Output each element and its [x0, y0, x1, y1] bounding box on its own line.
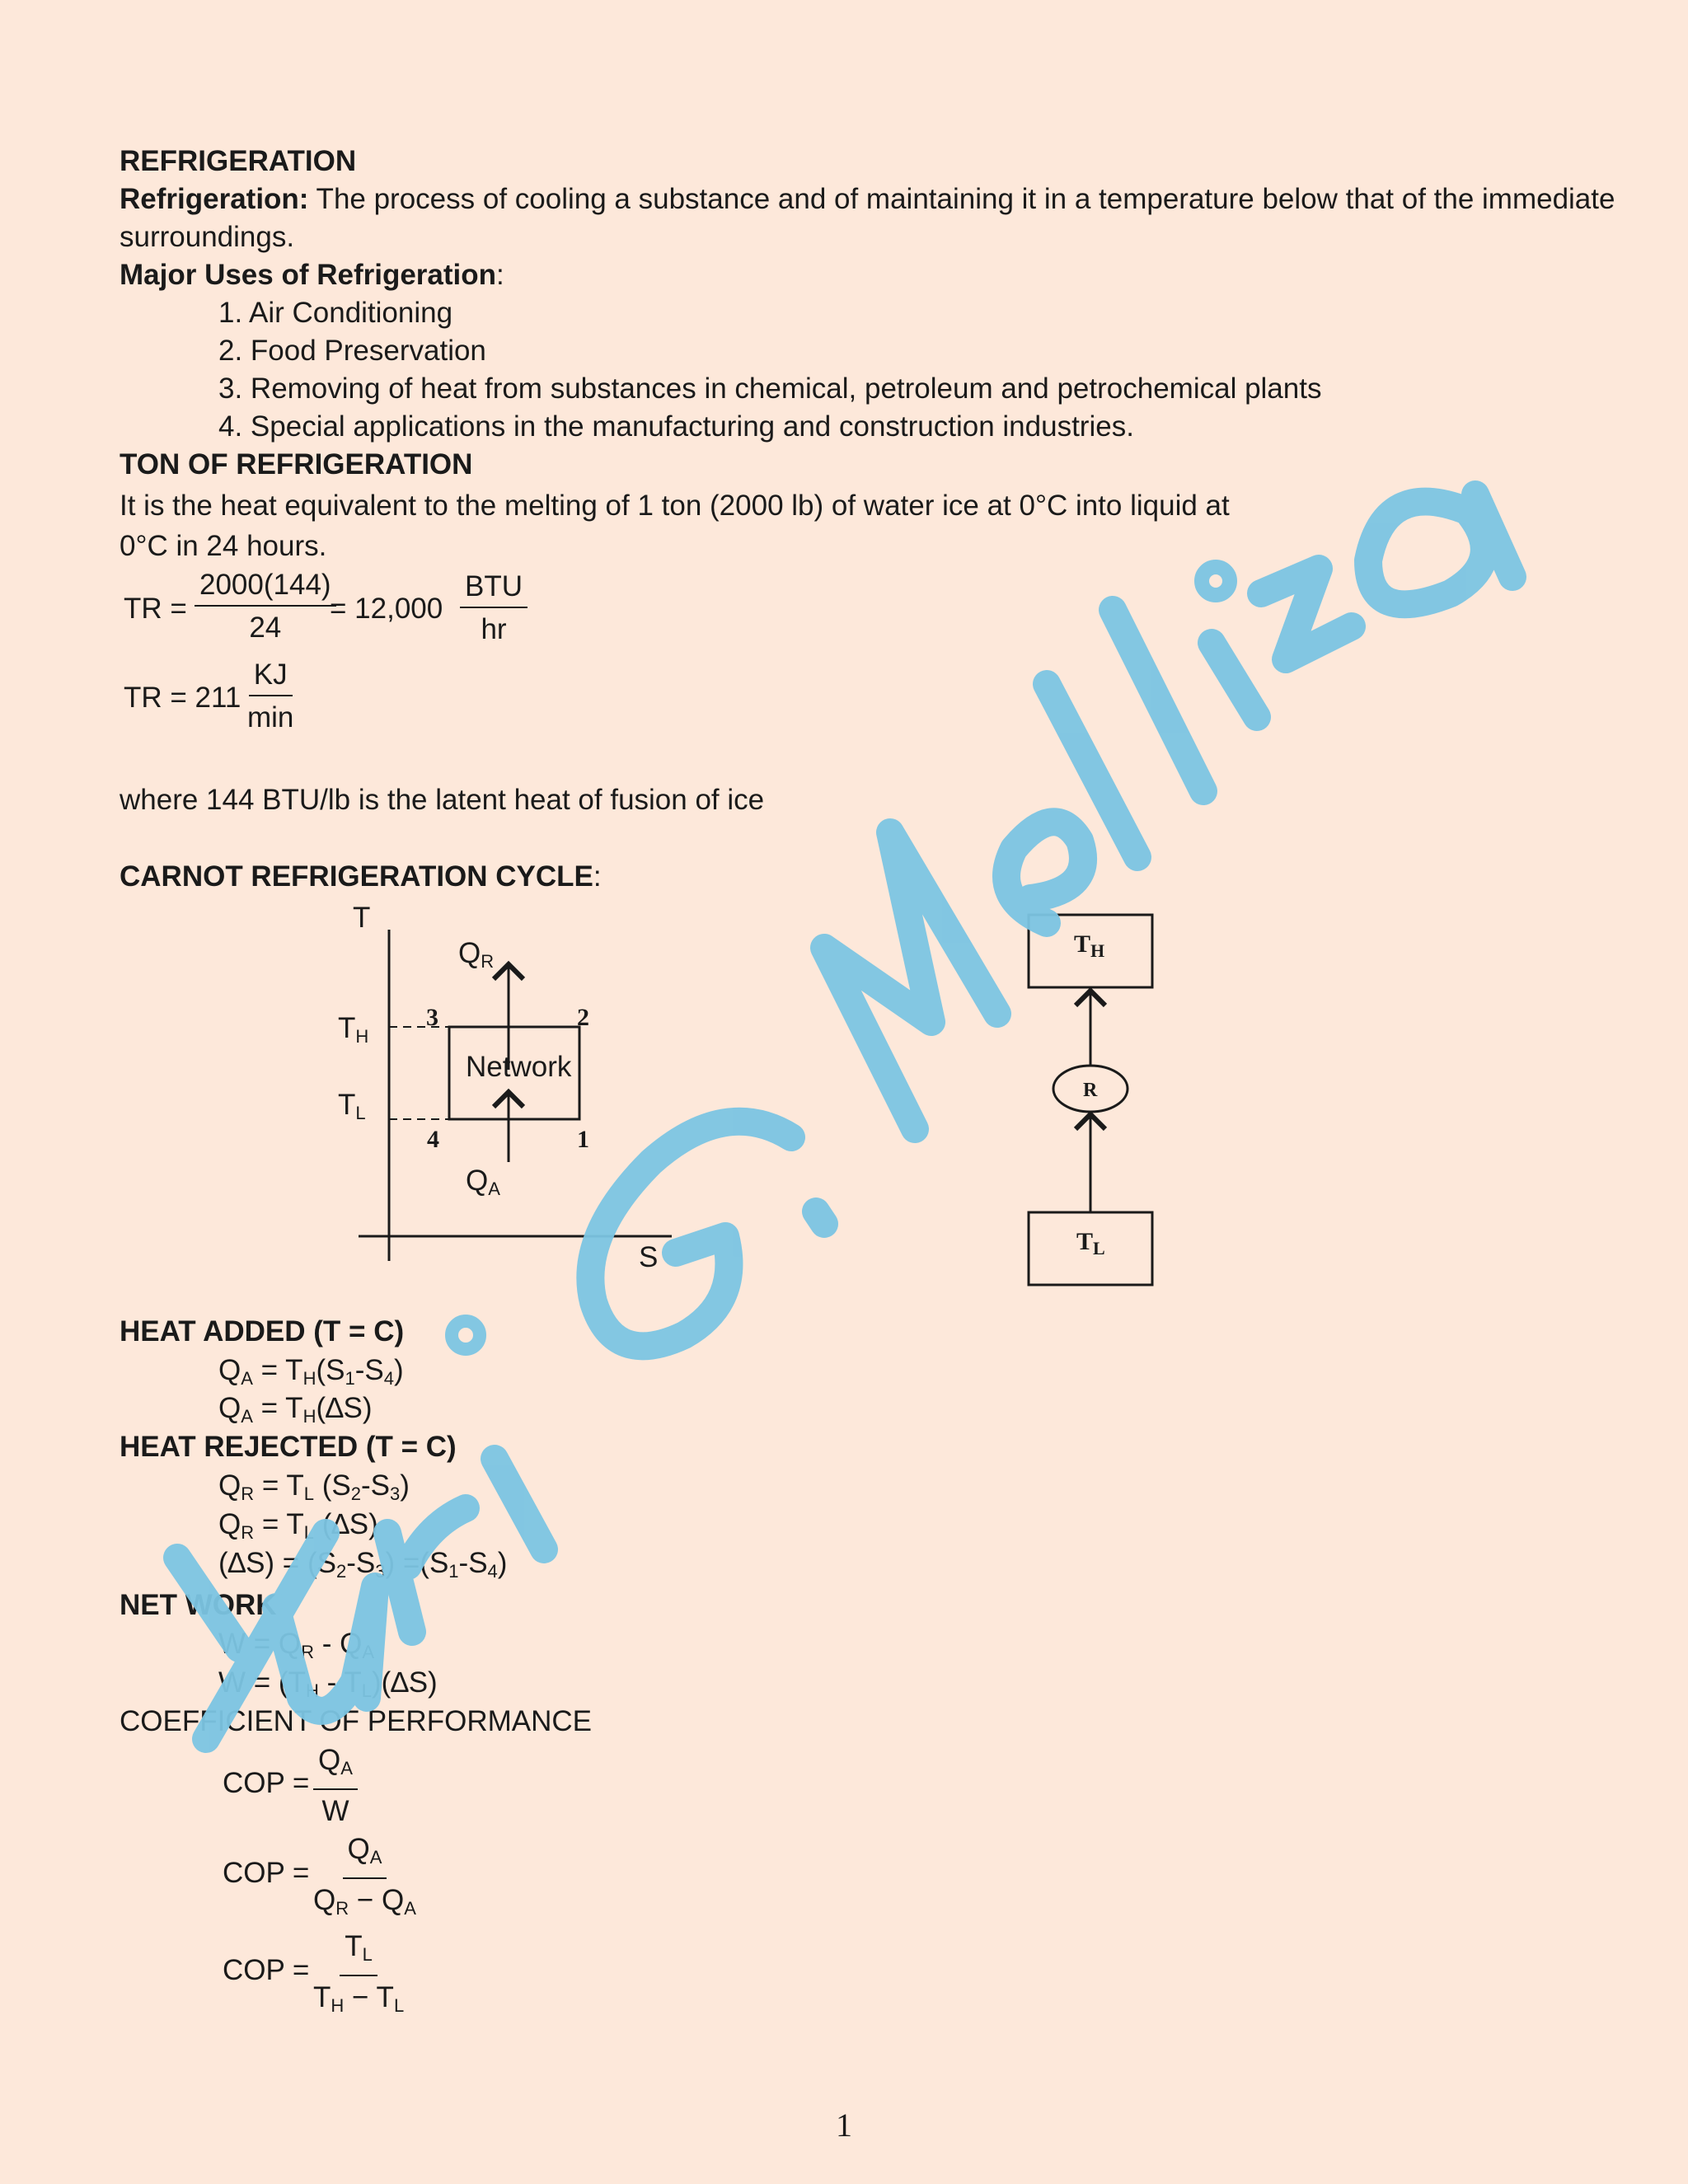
cop-fraction-3 [313, 1929, 404, 2024]
carnot-title: CARNOT REFRIGERATION CYCLE [120, 860, 593, 893]
eq-text: -S [354, 1354, 384, 1386]
qa-subscript: A [488, 1179, 500, 1199]
eq-sub: 2 [335, 1561, 347, 1582]
eq-text: - T [318, 1666, 362, 1699]
eq-text: ) [400, 1469, 410, 1502]
tl-subscript: L [355, 1103, 366, 1123]
eq-text: = T [252, 1354, 303, 1386]
num-subscript: A [369, 1847, 382, 1868]
den-subscript: L [393, 1995, 405, 2016]
eq-sub: H [305, 1680, 319, 1701]
eq-sub: R [301, 1642, 315, 1662]
fraction-numerator [340, 1929, 377, 1976]
eq-sub: A [241, 1406, 253, 1427]
eq-text: (∆S) [314, 1508, 378, 1540]
th-subscript: H [355, 1026, 369, 1047]
eq-sub: 2 [350, 1483, 361, 1504]
fraction-denominator [313, 1976, 404, 2024]
carnot-colon: : [593, 860, 602, 893]
num-subscript: L [362, 1944, 373, 1965]
schematic-tl-letter: T [1076, 1228, 1094, 1255]
eq-sub: L [303, 1483, 315, 1504]
eq-sub: 4 [487, 1561, 498, 1582]
tr-equation-result: = 12,000 [330, 593, 443, 625]
cop-fraction-2 [313, 1831, 416, 1927]
network-label: Network [466, 1051, 572, 1083]
qr-letter: Q [458, 937, 481, 969]
unit-numerator: KJ [249, 657, 293, 696]
eq-sub: 3 [390, 1483, 401, 1504]
cop-fraction-1 [313, 1742, 358, 1830]
eq-text: Q [218, 1354, 241, 1386]
minus-sign: − [349, 1884, 382, 1916]
s-axis-label: S [639, 1241, 659, 1273]
eq-sub: 1 [345, 1368, 355, 1389]
tr-fraction-denominator: 24 [249, 612, 282, 644]
heat-added-title: HEAT ADDED (T = C) [120, 1315, 405, 1347]
definition-text: The process of cooling a substance and of maintaining it in a temperature below that of the immediate [308, 183, 1615, 215]
latent-heat-note: where 144 BTU/lb is the latent heat of fusion of ice [120, 784, 765, 816]
fraction-denominator [313, 1879, 416, 1927]
cop-lhs: COP = [223, 1857, 310, 1889]
qa-letter: Q [466, 1165, 489, 1197]
eq-text: -S [361, 1469, 390, 1502]
schematic-th-subscript: H [1090, 940, 1105, 961]
eq-sub: R [241, 1522, 255, 1543]
qr-subscript: R [481, 951, 495, 972]
den-letter: T [376, 1981, 394, 2013]
eq-text: - Q [314, 1628, 363, 1660]
tl-label [338, 1086, 366, 1132]
corner-2-label: 2 [577, 1004, 589, 1031]
eq-sub: A [362, 1642, 375, 1662]
section-heading: REFRIGERATION [120, 145, 357, 177]
den-letter: Q [382, 1884, 405, 1916]
eq-sub: 1 [448, 1561, 459, 1582]
den-letter: Q [313, 1884, 336, 1916]
eq-text: )(∆S) [371, 1666, 438, 1699]
num-letter: Q [347, 1833, 370, 1865]
den-letter: T [313, 1981, 331, 2013]
eq-text: -S [458, 1547, 488, 1579]
eq-text: (S [314, 1469, 351, 1502]
den-subscript: H [331, 1995, 345, 2016]
uses-title: Major Uses of Refrigeration [120, 259, 497, 291]
schematic-th-letter: T [1074, 930, 1091, 958]
th-label [338, 1010, 368, 1056]
schematic-th-label [1074, 926, 1104, 970]
eq-text: (S [316, 1354, 345, 1386]
qa-label [466, 1162, 500, 1208]
eq-sub: 3 [375, 1561, 386, 1582]
eq-text: W = Q [218, 1628, 302, 1660]
entropy-equality [218, 1544, 507, 1591]
ton-text-continued: 0°C in 24 hours. [120, 530, 327, 562]
schematic-r-label: R [1083, 1080, 1098, 1101]
unit-numerator: BTU [460, 569, 528, 608]
uses-colon: : [496, 259, 504, 291]
tr-fraction-numerator: 2000(144) [195, 567, 336, 607]
eq-text: (∆S) = (S [218, 1547, 336, 1579]
list-item: 2. Food Preservation [218, 335, 486, 367]
corner-1-label: 1 [577, 1126, 589, 1153]
num-letter: T [345, 1930, 363, 1962]
tl-letter: T [338, 1089, 356, 1121]
tr-equation-kj: TR = 211 [124, 682, 241, 714]
eq-text: = T [252, 1392, 303, 1424]
den-subscript: A [404, 1898, 416, 1919]
eq-sub: L [303, 1522, 315, 1543]
fraction-numerator [343, 1831, 387, 1879]
eq-text: = T [254, 1469, 304, 1502]
eq-text: W = (T [218, 1666, 306, 1699]
den-subscript: R [335, 1898, 349, 1919]
num-subscript: A [340, 1758, 353, 1779]
eq-text: ) =(S [385, 1547, 449, 1579]
cop-lhs: COP = [223, 1954, 310, 1986]
cop-title: COEFFICIENT OF PERFORMANCE [120, 1705, 592, 1737]
schematic-tl-subscript: L [1093, 1238, 1105, 1258]
unit-denominator: min [247, 701, 294, 733]
eq-sub: A [241, 1368, 253, 1389]
list-item: 4. Special applications in the manufacturing and construction industries. [218, 410, 1134, 443]
qr-label [458, 935, 494, 981]
eq-text: ) [497, 1547, 508, 1579]
ton-title: TON OF REFRIGERATION [120, 448, 473, 480]
eq-text: ) [393, 1354, 404, 1386]
eq-sub: H [302, 1368, 316, 1389]
ton-text: It is the heat equivalent to the melting of 1 ton (2000 lb) of water ice at 0°C into liquid at [120, 490, 1230, 522]
list-item: 1. Air Conditioning [218, 297, 453, 329]
num-letter: Q [318, 1744, 341, 1776]
net-work-title: NET WORK [120, 1589, 277, 1621]
definition-text-continued: surroundings. [120, 221, 295, 253]
fraction-numerator [313, 1742, 358, 1790]
schematic-tl-label [1076, 1223, 1105, 1268]
th-letter: T [338, 1012, 356, 1044]
eq-sub: L [361, 1680, 372, 1701]
heat-rejected-title: HEAT REJECTED (T = C) [120, 1431, 457, 1463]
page-number: 1 [836, 2107, 852, 2144]
minus-sign: − [344, 1981, 377, 2013]
eq-text: Q [218, 1508, 241, 1540]
unit-denominator: hr [481, 613, 507, 645]
eq-sub: R [241, 1483, 255, 1504]
eq-sub: H [302, 1406, 316, 1427]
tr-equation-lhs: TR = [124, 593, 187, 625]
eq-text: Q [218, 1392, 241, 1424]
t-axis-label: T [353, 902, 371, 934]
eq-text: Q [218, 1469, 241, 1502]
fraction-denominator: W [321, 1795, 349, 1827]
list-item: 3. Removing of heat from substances in chemical, petroleum and petrochemical plants [218, 373, 1322, 405]
corner-3-label: 3 [426, 1004, 438, 1031]
definition-term: Refrigeration: [120, 183, 309, 215]
eq-text: (∆S) [316, 1392, 373, 1424]
cop-lhs: COP = [223, 1767, 310, 1799]
eq-text: = T [254, 1508, 304, 1540]
corner-4-label: 4 [427, 1126, 439, 1153]
eq-text: -S [346, 1547, 376, 1579]
eq-sub: 4 [383, 1368, 394, 1389]
